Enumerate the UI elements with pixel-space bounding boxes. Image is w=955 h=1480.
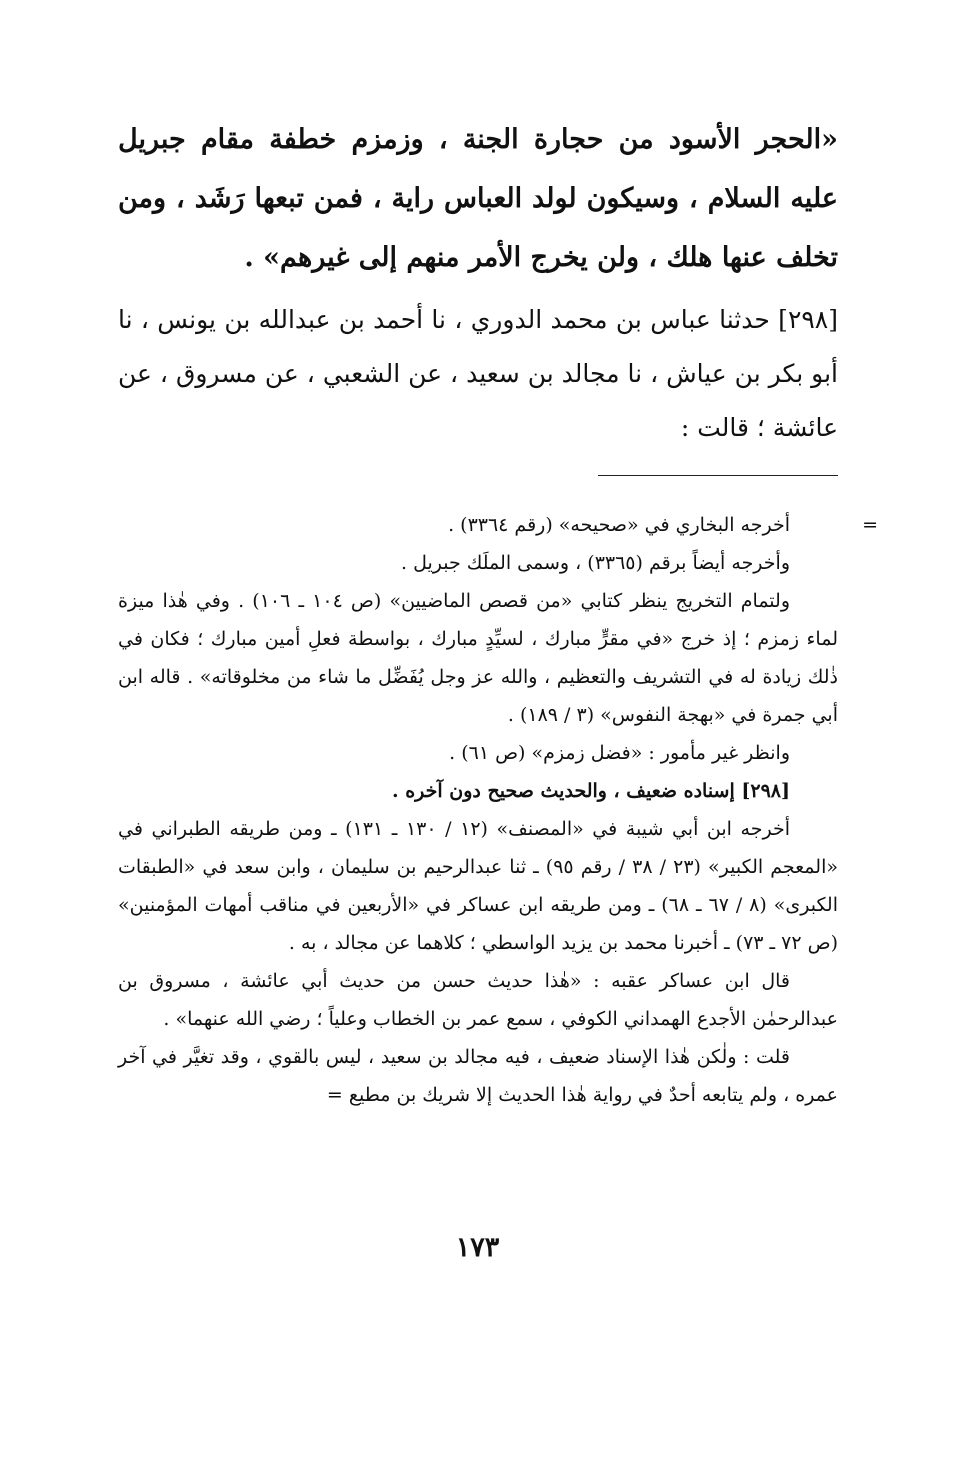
footnote-paragraph: أخرجه البخاري في «صحيحه» (رقم ٣٣٦٤) . bbox=[448, 514, 790, 536]
footnote-paragraph: وأخرجه أيضاً برقم (٣٣٦٥) ، وسمى الملَك جبريل . bbox=[400, 552, 790, 574]
isnad-text: [٢٩٨] حدثنا عباس بن محمد الدوري ، نا أحمد بن عبدالله بن يونس ، نا أبو بكر بن عياش ، نا مجالد بن سعيد ، عن الشعبي ، عن مسروق ، عن عائشة ؛ قالت : bbox=[118, 305, 838, 442]
hadith-text: «الحجر الأسود من حجارة الجنة ، وزمزم خطفة مقام جبريل عليه السلام ، وسيكون لولد العباس راية ، فمن تبعها رَشَد ، ومن تخلف عنها هلك ، ولن يخرج الأمر منهم إلى غيرهم» . bbox=[118, 124, 838, 273]
footnote-paragraph: وانظر غير مأمور : «فضل زمزم» (ص ٦١) . bbox=[449, 742, 790, 764]
hadith-298-heading: [٢٩٨] إسناده ضعيف ، والحديث صحيح دون آخره . bbox=[392, 780, 790, 802]
ibn-asakir-paragraph: قال ابن عساكر عقبه : «هٰذا حديث حسن من حديث أبي عائشة ، مسروق بن عبدالرحمٰن الأجدع الهمداني الكوفي ، سمع عمر بن الخطاب وعلياً ؛ رضي الله عنهما» . bbox=[118, 970, 838, 1030]
takhrij-paragraph: أخرجه ابن أبي شيبة في «المصنف» (١٢ / ١٣٠ ـ ١٣١) ـ ومن طريقه الطبراني في «المعجم الكبير» (٢٣ / ٣٨ / رقم ٩٥) ـ ثنا عبدالرحيم بن سليمان ، وابن سعد في «الطبقات الكبرى» (٨ / ٦٧ ـ ٦٨) ـ ومن طريقه ابن عساكر في «الأربعين في مناقب أمهات المؤمنين» (ص ٧٢ ـ ٧٣) ـ أخبرنا محمد بن يزيد الواسطي ؛ كلاهما عن مجالد ، به . bbox=[118, 818, 839, 954]
continuation-mark: = bbox=[862, 514, 878, 536]
footnote-separator bbox=[598, 475, 838, 476]
footnotes bbox=[118, 506, 878, 1114]
author-note-paragraph: قلت : ولٰكن هٰذا الإسناد ضعيف ، فيه مجالد بن سعيد ، ليس بالقوي ، وقد تغيَّر في آخر عمره ، ولم يتابعه أحدٌ في رواية هٰذا الحديث إلا شريك بن مطيع = bbox=[118, 1046, 838, 1106]
page-number: ١٧٣ bbox=[455, 1232, 500, 1263]
footnote-paragraph: ولتمام التخريج ينظر كتابي «من قصص الماضيين» (ص ١٠٤ ـ ١٠٦) . وفي هٰذا ميزة لماء زمزم ؛ إذ خرج «في مقرٍّ مبارك ، لسيِّدٍ مبارك ، بواسطة فعلِ أمين مبارك ؛ فكان في ذٰلك زيادة له في التشريف والتعظيم ، والله عز وجل يُفَضِّل ما شاء من مخلوقاته» . قاله ابن أبي جمرة في «بهجة النفوس» (٣ / ١٨٩) . bbox=[118, 590, 838, 726]
